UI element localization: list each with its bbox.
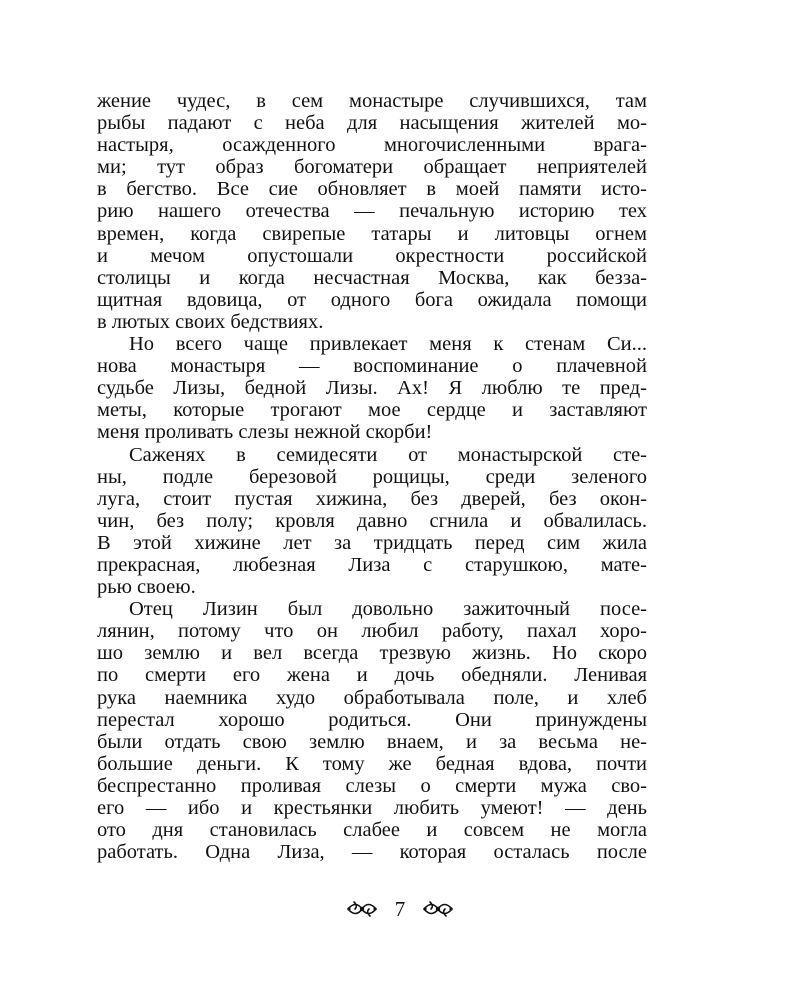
text-line: ото дня становилась слабее и совсем не могла — [97, 819, 647, 842]
text-line: в бегство. Все сие обновляет в моей памяти исто- — [97, 178, 647, 201]
text-line: беспрестанно проливая слезы о смерти мужа сво- — [97, 774, 647, 797]
text-line: ми; тут образ богоматери обращает неприятелей — [97, 156, 647, 179]
text-line: большие деньги. К тому же бедная вдова, почти — [97, 752, 647, 775]
text-line: и мечом опустошали окрестности российской — [97, 244, 647, 267]
text-line: Отец Лизин был довольно зажиточный посе- — [129, 598, 647, 621]
text-line: судьбе Лизы, бедной Лизы. Ах! Я люблю те пред- — [97, 377, 647, 400]
text-line: рию нашего отечества — печальную историю тех — [97, 200, 647, 223]
paragraph — [97, 90, 647, 333]
text-line: жение чудес, в сем монастыре случившихся, там — [97, 90, 647, 112]
floral-ornament-icon — [421, 898, 455, 920]
text-line: рука наемника худо обработывала поле, и хлеб — [97, 686, 647, 709]
text-line: рью своею. — [97, 576, 196, 599]
text-line: прекрасная, любезная Лиза с старушкою, мате- — [97, 553, 647, 576]
text-line: Но всего чаще привлекает меня к стенам Си... — [129, 333, 647, 356]
page-number: 7 — [394, 897, 406, 921]
paragraph — [97, 333, 647, 443]
text-line: шо землю и вел всегда трезвую жизнь. Но скоро — [97, 642, 647, 665]
text-line: работать. Одна Лиза, — которая осталась после — [97, 841, 647, 864]
text-line: В этой хижине лет за тридцать перед сим жила — [97, 531, 647, 554]
page-body — [97, 90, 647, 863]
text-line: меты, которые трогают мое сердце и заставляют — [97, 399, 647, 422]
text-line: времен, когда свирепые татары и литовцы огнем — [97, 222, 647, 245]
text-line: рыбы падают с неба для насыщения жителей мо- — [97, 112, 647, 135]
text-line: его — ибо и крестьянки любить умеют! — день — [97, 797, 647, 819]
paragraph — [97, 444, 647, 599]
text-line: лянин, потому что он любил работу, пахал хоро- — [97, 620, 647, 643]
text-line: чин, без полу; кровля давно сгнила и обвалилась. — [97, 509, 647, 532]
floral-ornament-icon — [345, 898, 379, 920]
text-line: по смерти его жена и дочь обедняли. Ленивая — [97, 664, 647, 687]
text-line: меня проливать слезы нежной скорби! — [97, 421, 433, 444]
text-line: луга, стоит пустая хижина, без дверей, без окон- — [97, 487, 647, 510]
text-line: были отдать свою землю внаем, и за весьма не- — [97, 730, 647, 753]
text-line: щитная вдовица, от одного бога ожидала помощи — [97, 288, 647, 311]
text-line: столицы и когда несчастная Москва, как безза- — [97, 266, 647, 289]
text-line: в лютых своих бедствиях. — [97, 310, 324, 333]
text-line: ны, подле березовой рощицы, среди зеленого — [97, 465, 647, 488]
paragraph — [97, 598, 647, 863]
text-line: Саженях в семидесяти от монастырской сте- — [129, 443, 647, 466]
text-line: настыря, осажденного многочисленными врага- — [97, 134, 647, 157]
page-footer — [0, 898, 800, 920]
text-line: нова монастыря — воспоминание о плачевной — [97, 355, 647, 378]
text-line: перестал хорошо родиться. Они принуждены — [97, 708, 647, 731]
